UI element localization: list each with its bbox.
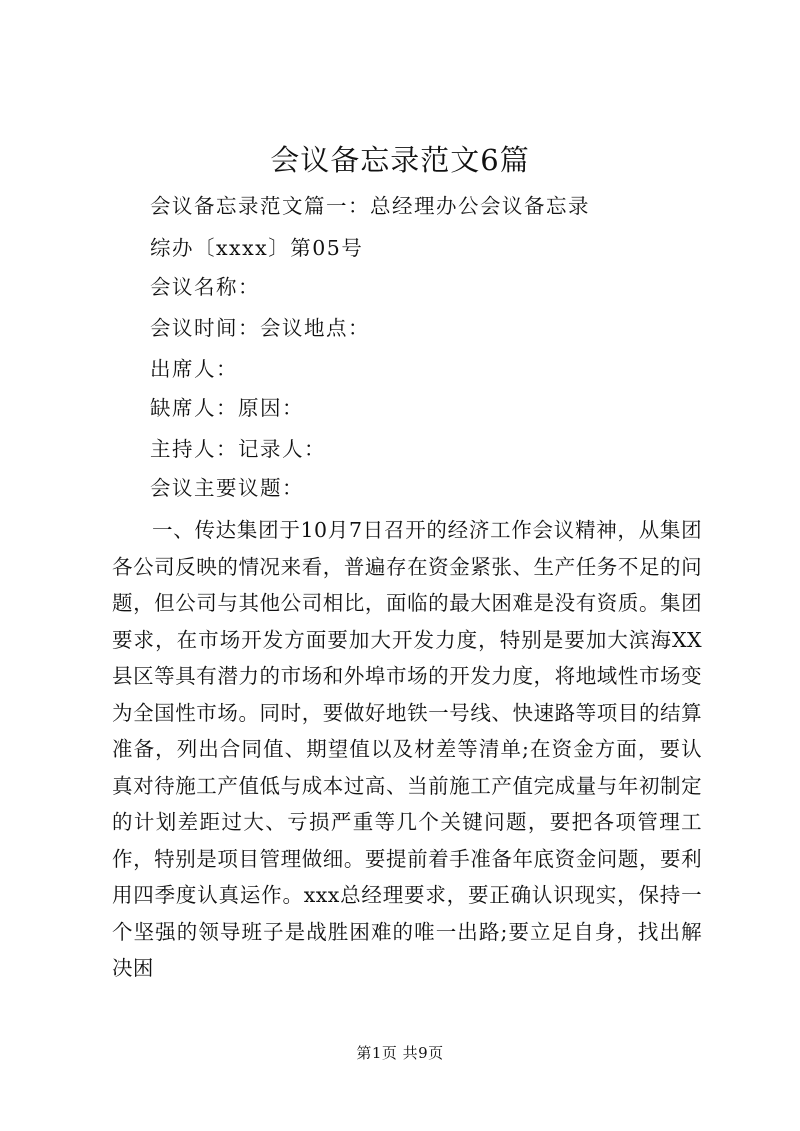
absentees-field: 缺席人：原因：: [150, 396, 304, 420]
body-paragraph: 一、传达集团于10月7日召开的经济工作会议精神，从集团各公司反映的情况来看，普遍存在资金紧张、生产任务不足的问题，但公司与其他公司相比，面临的最大困难是没有资质。集团要求，在市场开发方面要加大开发力度，特别是要加大滨海XX县区等具有潜力的市场和外埠市场的开发力度，将地域性市场变为全国性市场。同时，要做好地铁一号线、快速路等项目的结算准备，列出合同值、期望值以及材差等清单;在资金方面，要认真对待施工产值低与成本过高、当前施工产值完成量与年初制定的计划差距过大、亏损严重等几个关键问题，要把各项管理工作，特别是项目管理做细。要提前着手准备年底资金问题，要利用四季度认真运作。xxx总经理要求，要正确认识现实，保持一个坚强的领导班子是战胜困难的唯一出路;要立足自身，找出解决困: [112, 518, 702, 980]
host-recorder-field: 主持人：记录人：: [150, 437, 326, 461]
page-footer: 第1页 共9页: [356, 1044, 444, 1062]
meeting-time-location-field: 会议时间：会议地点：: [150, 316, 370, 340]
document-title: 会议备忘录范文6篇: [270, 143, 530, 177]
attendees-field: 出席人：: [150, 357, 238, 381]
section-heading: 会议备忘录范文篇一：总经理办公会议备忘录: [150, 194, 590, 218]
main-topics-field: 会议主要议题：: [150, 476, 304, 500]
document-number: 综办〔xxxx〕第05号: [150, 236, 364, 260]
meeting-name-field: 会议名称：: [150, 275, 260, 299]
